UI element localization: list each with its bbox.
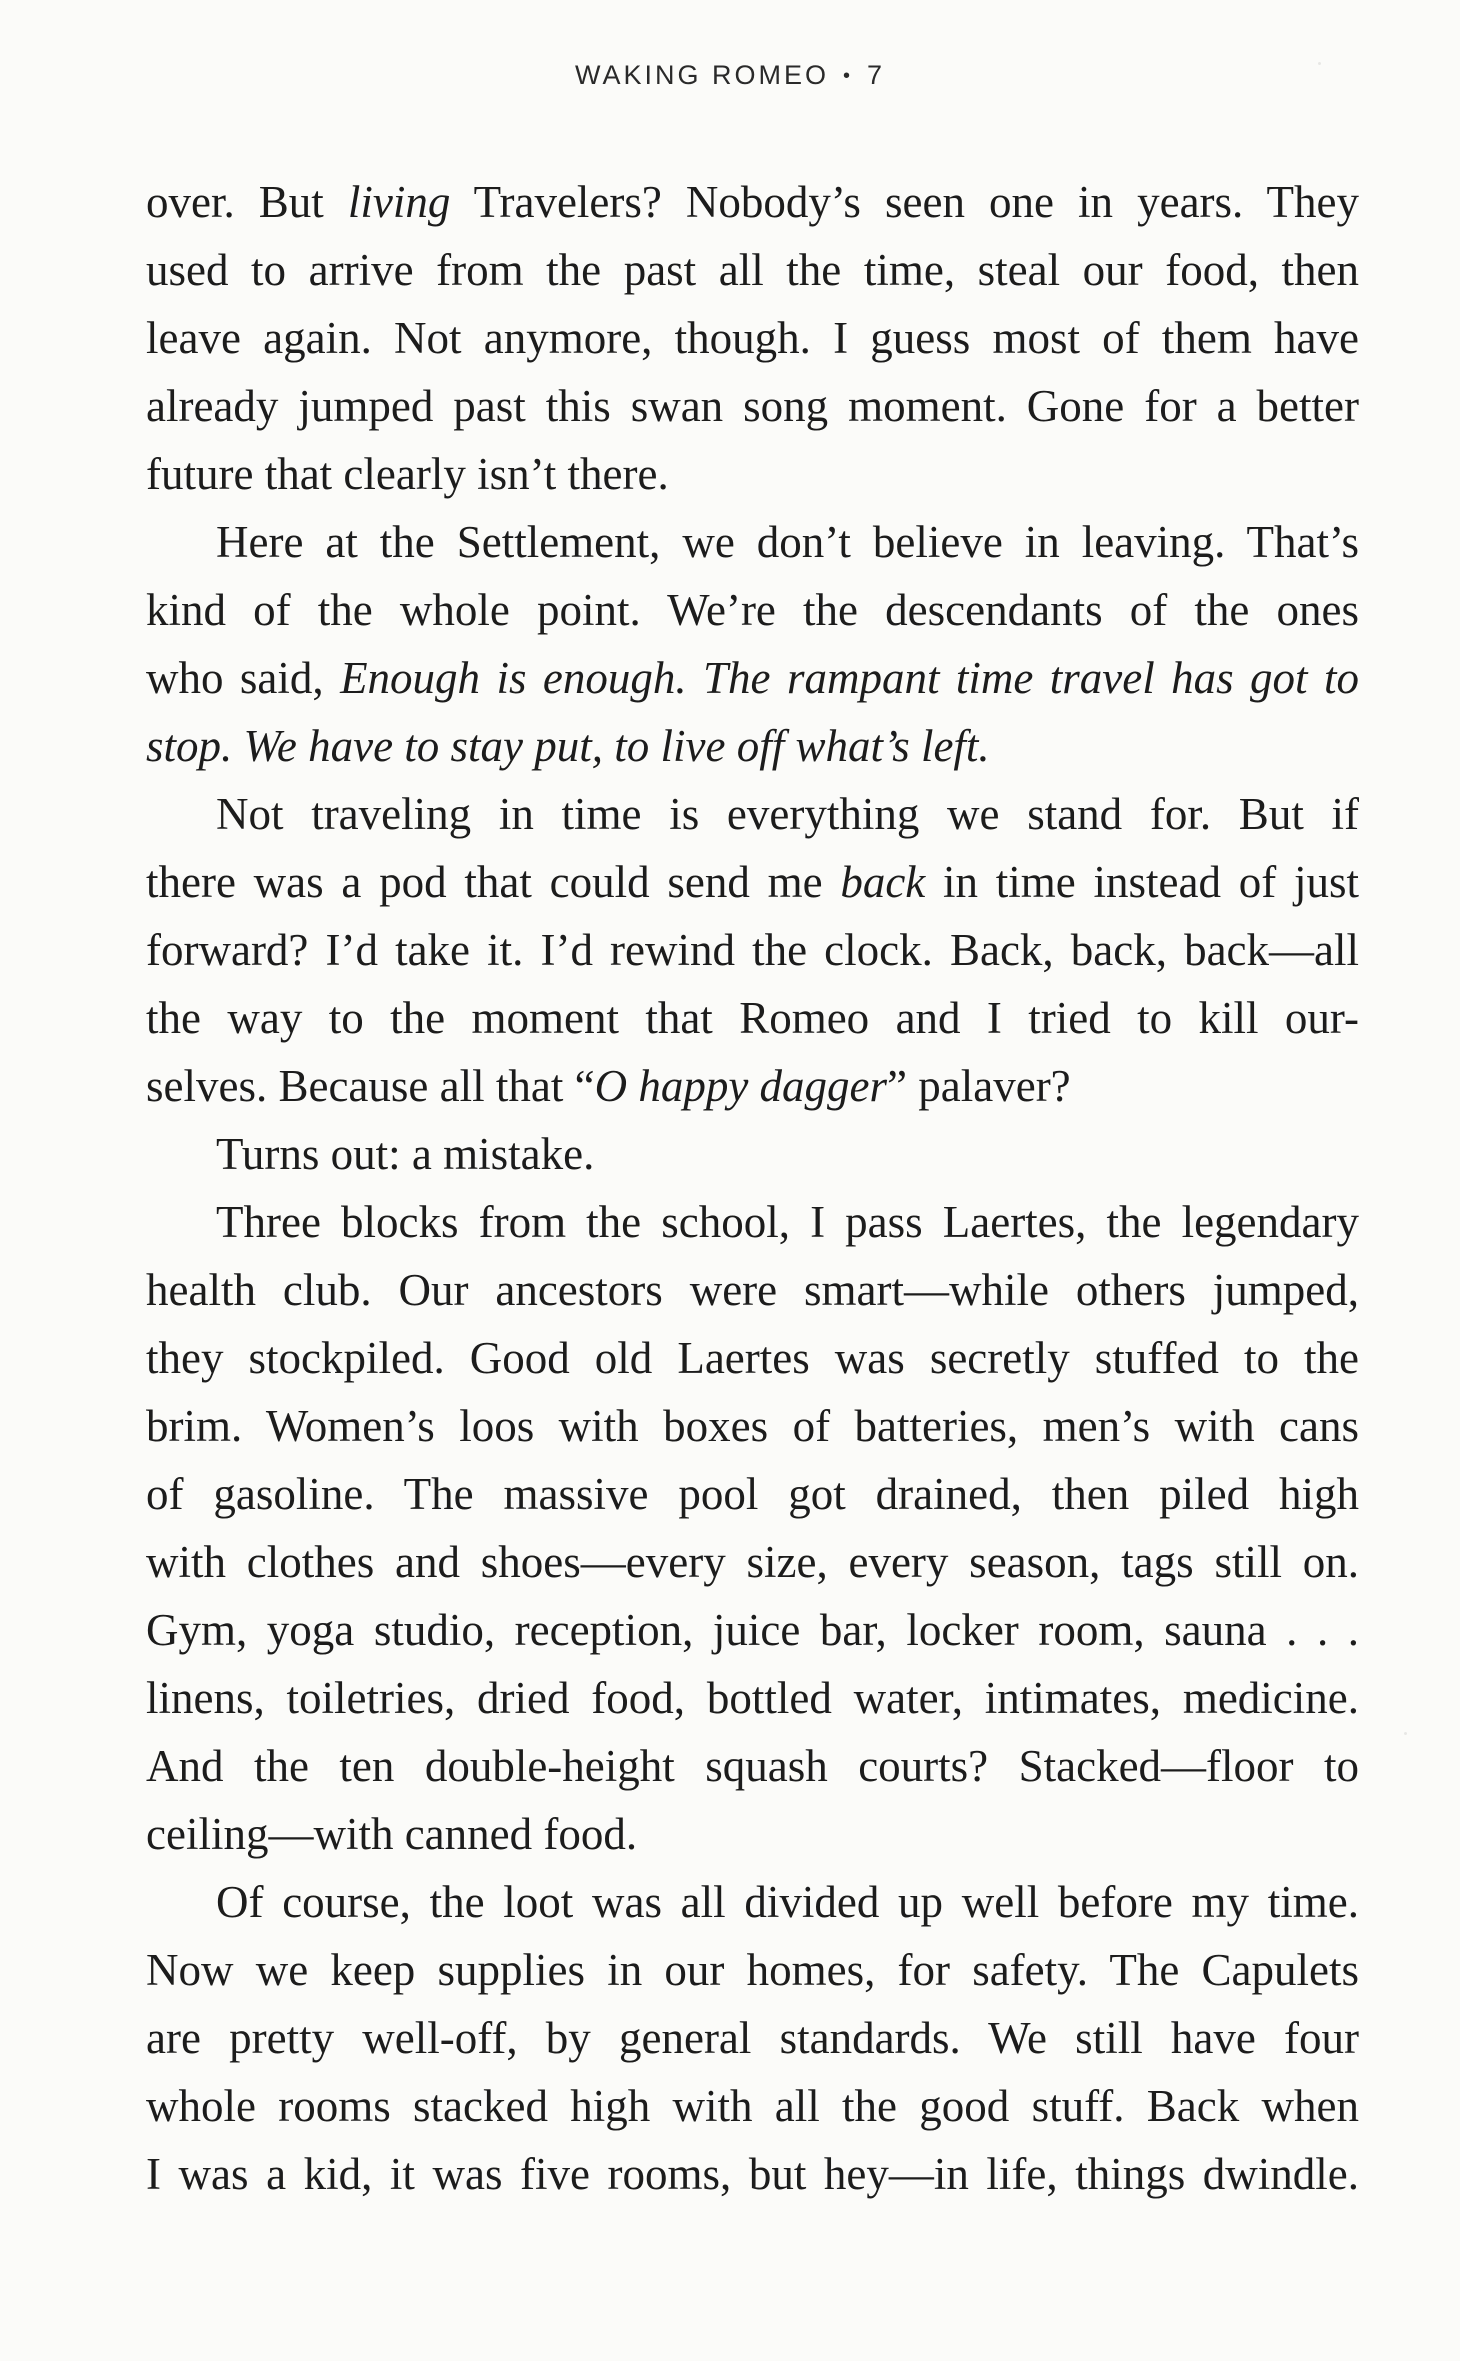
scan-speck [1404,1732,1407,1735]
page-number: 7 [867,60,886,90]
text-line [146,712,1359,780]
italic-text: back [840,857,926,907]
text-line: whole rooms stacked high with all the good stuff. Back when [146,2081,1359,2131]
text-line: future that clearly isn’t there. [146,449,669,499]
text-line: Turns out: a mistake. [216,1129,595,1179]
text-line: of gasoline. The massive pool got drained, then piled high [146,1469,1359,1519]
book-title: WAKING ROMEO [574,60,829,90]
text-line: there was a pod that could send me back in time instead of just [146,857,1359,907]
text-line: Of course, the loot was all divided up well before my time. [216,1877,1359,1927]
text-line: who said, Enough is enough. The rampant time travel has got to [146,653,1359,703]
text-line: with clothes and shoes—every size, every season, tags still on. [146,1537,1359,1587]
italic-text: O happy dagger [594,1061,888,1111]
text-line: they stockpiled. Good old Laertes was secretly stuffed to the [146,1333,1359,1383]
text-line: brim. Women’s loos with boxes of batteries, men’s with cans [146,1401,1359,1451]
scan-speck [1318,62,1321,65]
text-line: Here at the Settlement, we don’t believe in leaving. That’s [216,517,1359,567]
text-line: already jumped past this swan song moment. Gone for a better [146,381,1359,431]
text-line: leave again. Not anymore, though. I guess most of them have [146,313,1359,363]
text-line: I was a kid, it was five rooms, but hey—in life, things dwindle. [146,2149,1359,2199]
text-line: used to arrive from the past all the time, steal our food, then [146,245,1359,295]
text-line: linens, toiletries, dried food, bottled water, intimates, medicine. [146,1673,1359,1723]
text-line: the way to the moment that Romeo and I tried to kill our- [146,993,1359,1043]
text-line: are pretty well-off, by general standards. We still have four [146,2013,1359,2063]
text-line: ceiling—with canned food. [146,1809,638,1859]
text-line: Three blocks from the school, I pass Laertes, the legendary [216,1197,1359,1247]
text-line: kind of the whole point. We’re the descendants of the ones [146,585,1359,635]
text-line: And the ten double-height squash courts? Stacked—floor to [146,1741,1359,1791]
text-line: health club. Our ancestors were smart—while others jumped, [146,1265,1359,1315]
text-line: Gym, yoga studio, reception, juice bar, locker room, sauna . . . [146,1605,1359,1655]
text-line: selves. Because all that “O happy dagger” palaver? [146,1061,1071,1111]
text-line: forward? I’d take it. I’d rewind the clock. Back, back, back—all [146,925,1359,975]
body-text [146,168,1359,2208]
text-line: Not traveling in time is everything we stand for. But if [216,789,1359,839]
text-line: Now we keep supplies in our homes, for safety. The Capulets [146,1945,1359,1995]
italic-text: stop. We have to stay put, to live off what’s left. [146,721,990,771]
header-separator: • [842,65,853,87]
italic-text: Enough is enough. The rampant time travel has got to [340,653,1359,703]
running-header [0,60,1460,91]
italic-text: living [347,177,451,227]
text-line: over. But living Travelers? Nobody’s seen one in years. They [146,177,1359,227]
